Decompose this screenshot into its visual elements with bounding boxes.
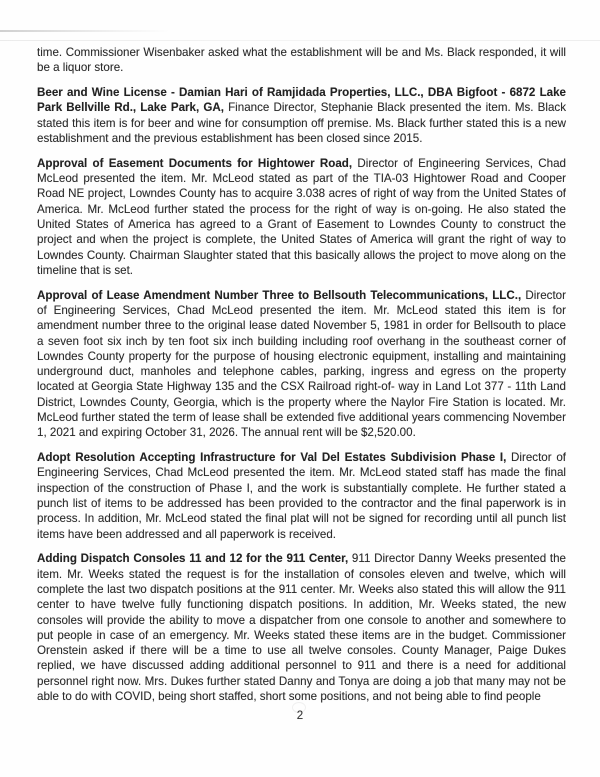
paragraph xyxy=(37,156,566,278)
document-body xyxy=(37,45,566,714)
scan-artifact-line xyxy=(0,30,170,32)
paragraph-body: Director of Engineering Services, Chad McLeod presented the item. Mr. McLeod stated as part of the TIA-03 Hightower Road and Cooper Road NE project, Lowndes County has to acquire 3.038 acres of right of way from the United States of America. Mr. McLeod further stated the process for the right of way is on-going. He also stated the United States of America has agreed to a Grant of Easement to Lowndes County to construct the project and when the project is complete, the United States of America will grant the right of way to Lowndes County. Chairman Slaughter stated that this basically allows the project to move along on the timeline that is set. xyxy=(37,156,566,277)
paragraph-lead: Adopt Resolution Accepting Infrastructure for Val Del Estates Subdivision Phase I, xyxy=(37,451,507,465)
paragraph-lead: Beer and Wine License - Damian Hari of Ramjidada Properties, LLC., DBA Bigfoot - 6872 Lake Park Bellville Rd., Lake Park, GA, xyxy=(37,86,566,115)
paragraph xyxy=(37,551,566,704)
paragraph-body: time. Commissioner Wisenbaker asked what the establishment will be and Ms. Black responded, it will be a liquor store. xyxy=(37,46,566,75)
paragraph-body: Director of Engineering Services, Chad McLeod presented the item. Mr. McLeod stated this item is for amendment number three to the original lease dated November 5, 1981 in order for Bellsouth to place a seven foot six inch by ten foot six inch building including roof overhang in the southeast corner of Lowndes County property for the purpose of housing electronic equipment, installing and maintaining underground duct, manholes and telephone cables, parking, ingress and egress on the property located at Georgia State Highway 135 and the CSX Railroad right-of- way in Land Lot 377 - 11th Land District, Lowndes County, Georgia, which is the property where the Naylor Fire Station is located. Mr. McLeod further stated the term of lease shall be extended five additional years commencing November 1, 2021 and expiring October 31, 2026. The annual rent will be $2,520.00. xyxy=(37,288,566,440)
paragraph-lead: Approval of Lease Amendment Number Three to Bellsouth Telecommunications, LLC., xyxy=(37,288,522,302)
paragraph xyxy=(37,288,566,441)
paragraph xyxy=(37,450,566,542)
paragraph-body: Director of Engineering Services, Chad McLeod presented the item. Mr. McLeod stated staff has made the final inspection of the construction of Phase I, and the work is substantially complete. He further stated a punch list of items to be addressed has been provided to the contractor and the final paperwork is in process. In addition, Mr. McLeod stated the final plat will not be signed for recording until all punch list items have been addressed and all paperwork is received. xyxy=(37,451,566,541)
paragraph xyxy=(37,45,566,76)
paragraph-body: 911 Director Danny Weeks presented the item. Mr. Weeks stated the request is for the installation of consoles eleven and twelve, which will complete the last two dispatch positions at the 911 center. Mr. Weeks also stated this will allow the 911 center to have twelve fully functioning dispatch positions. In addition, Mr. Weeks stated, the new consoles will provide the ability to move a dispatcher from one console to another and somewhere to put people in case of an emergency. Mr. Weeks stated these items are in the budget. Commissioner Orenstein asked if there will be a time to use all twelve consoles. County Manager, Paige Dukes replied, we have discussed adding additional personnel to 911 and there is a need for additional personnel right now. Mrs. Dukes further stated Danny and Tonya are doing a job that many may not be able to do with COVID, being short staffed, short some positions, and not being able to find people xyxy=(37,552,566,704)
page-number: 2 xyxy=(296,710,304,722)
scan-artifact-line xyxy=(0,40,600,41)
paragraph-body: Finance Director, Stephanie Black presented the item. Ms. Black stated this item is for beer and wine for consumption off premise. Ms. Black further stated this is a new establishment and the previous establishment has been closed since 2015. xyxy=(37,101,566,145)
paragraph-lead: Adding Dispatch Consoles 11 and 12 for the 911 Center, xyxy=(37,552,349,566)
paragraph-lead: Approval of Easement Documents for Hightower Road, xyxy=(37,156,353,170)
paragraph xyxy=(37,85,566,146)
